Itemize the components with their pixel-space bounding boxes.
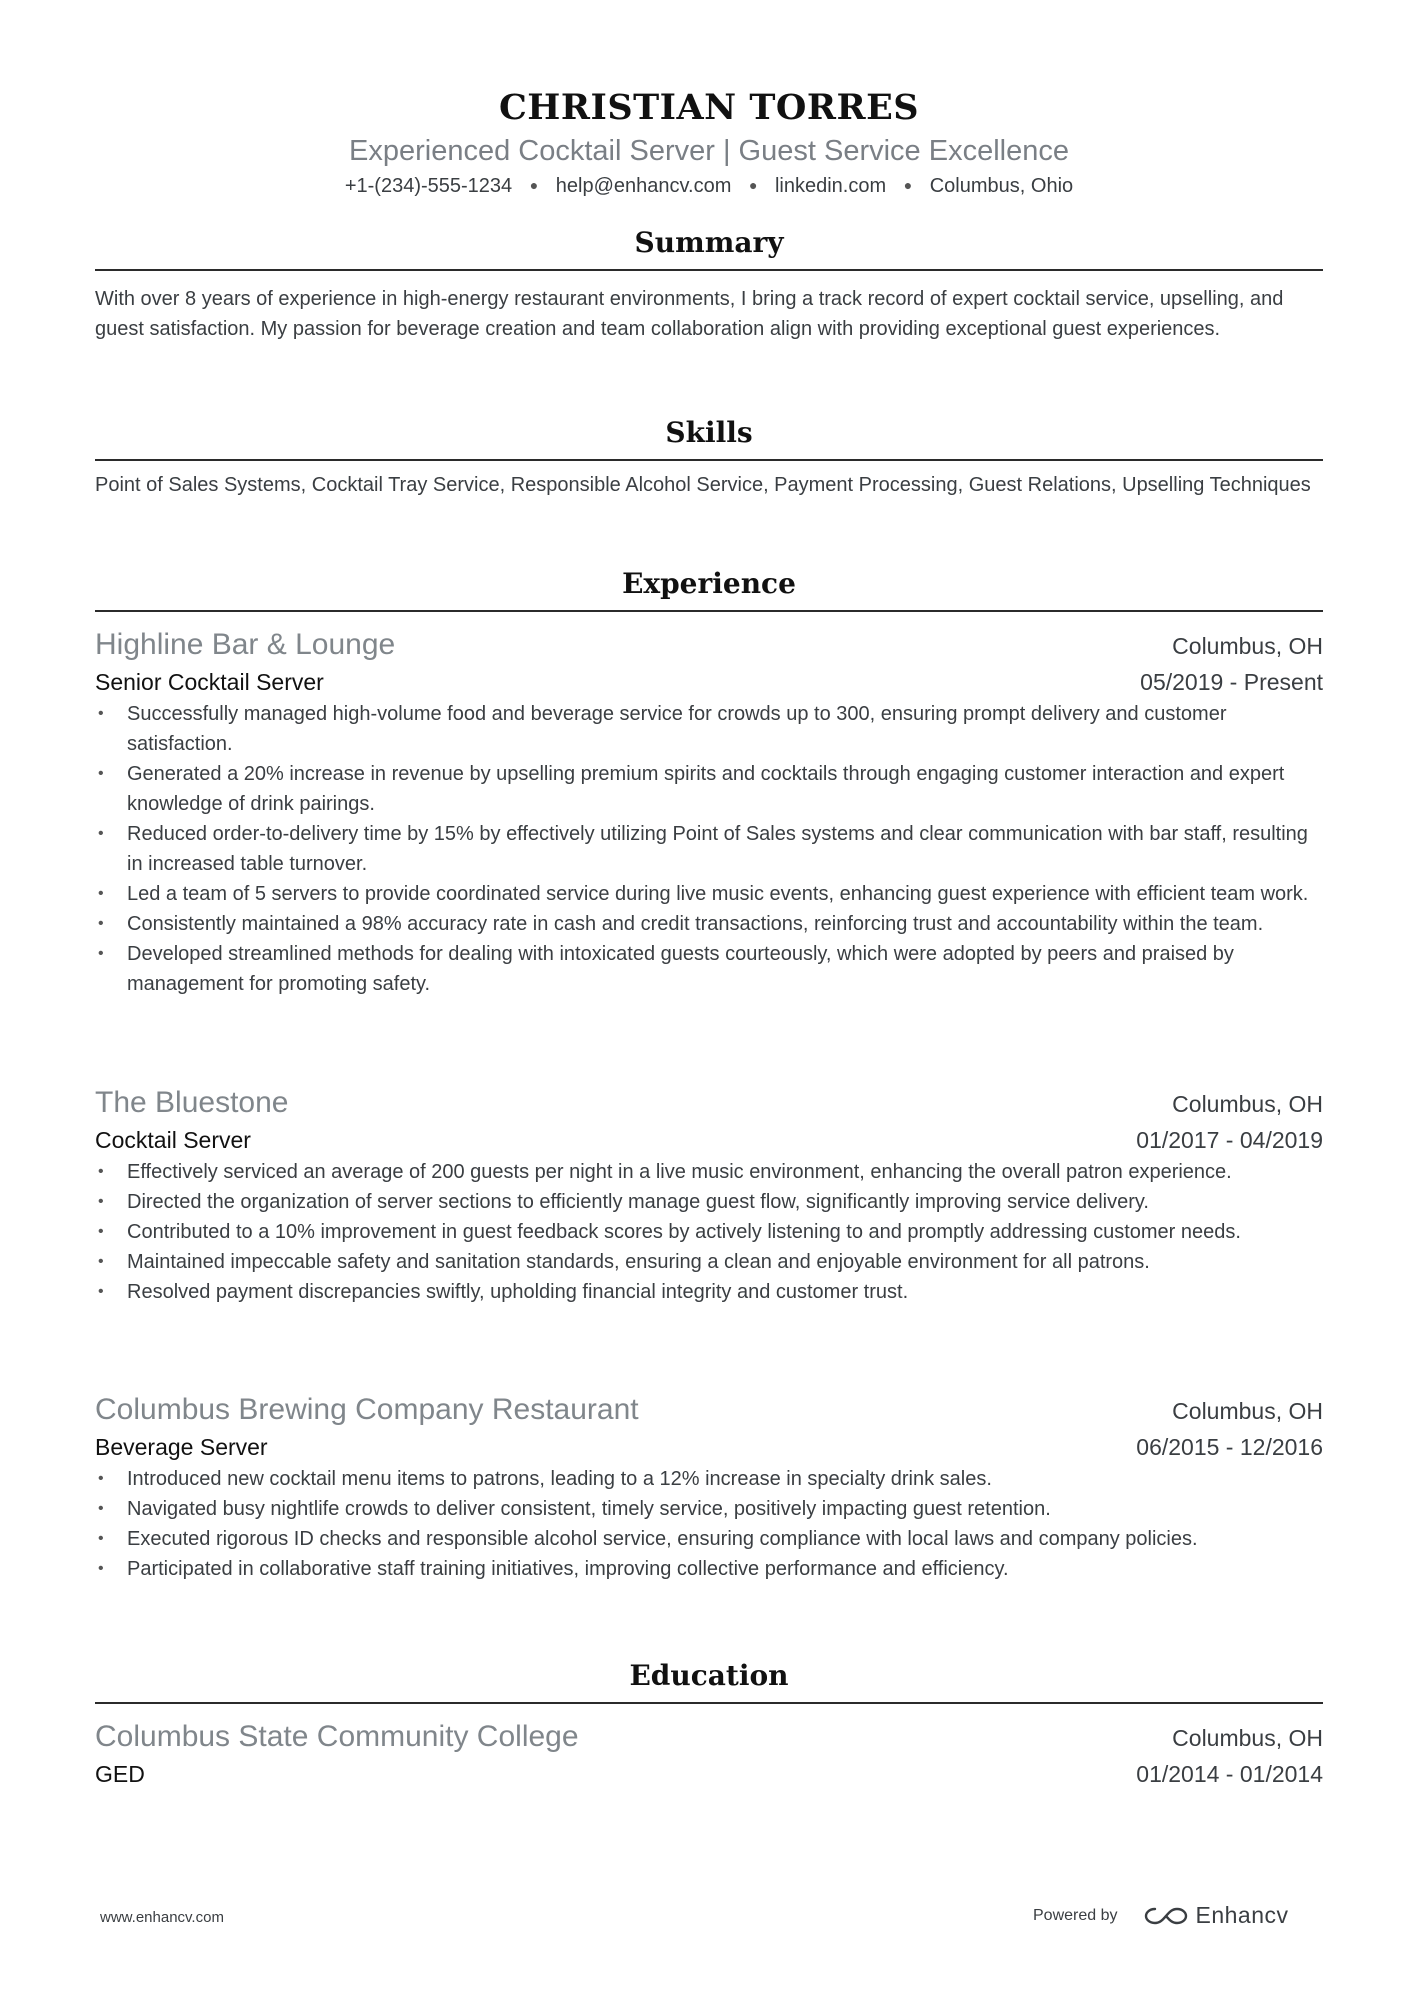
infinity-logo-icon — [1144, 1905, 1188, 1927]
enhancv-logo[interactable] — [1144, 1902, 1289, 1929]
school-location: Columbus, OH — [1172, 1725, 1323, 1751]
education-title: Education — [95, 1658, 1323, 1704]
bullet-item: • Contributed to a 10% improvement in guest feedback scores by actively listening to and promptly addressing customer needs. — [95, 1217, 1323, 1247]
bullet-item: • Resolved payment discrepancies swiftly, upholding financial integrity and customer trust. — [95, 1277, 1323, 1307]
bullet-item: • Executed rigorous ID checks and responsible alcohol service, ensuring compliance with local laws and company policies. — [95, 1524, 1323, 1554]
job-dates: 01/2017 - 04/2019 — [1136, 1127, 1323, 1153]
job-bullets — [95, 1157, 1323, 1307]
summary-section — [95, 225, 1323, 344]
experience-title: Experience — [95, 566, 1323, 612]
skills-section — [95, 415, 1323, 499]
bullet-item: • Participated in collaborative staff training initiatives, improving collective performance and efficiency. — [95, 1554, 1323, 1584]
resume-page — [95, 0, 1323, 1787]
footer-branding — [1033, 1902, 1289, 1929]
job-bullets — [95, 1464, 1323, 1584]
job-dates: 06/2015 - 12/2016 — [1136, 1434, 1323, 1460]
summary-title: Summary — [95, 225, 1323, 271]
experience-entry — [95, 1390, 1323, 1584]
contact-location: Columbus, Ohio — [929, 175, 1074, 197]
candidate-tagline: Experienced Cocktail Server | Guest Service Excellence — [349, 135, 1069, 167]
job-role: Beverage Server — [95, 1434, 268, 1460]
education-dates: 01/2014 - 01/2014 — [1136, 1761, 1323, 1787]
separator-dot: ● — [903, 177, 913, 193]
bullet-item: • Consistently maintained a 98% accuracy rate in cash and credit transactions, reinforcing trust and accountability within the team. — [95, 909, 1323, 939]
resume-header — [95, 0, 1323, 199]
company-name: Highline Bar & Lounge — [95, 628, 396, 661]
company-location: Columbus, OH — [1172, 1091, 1323, 1117]
contact-email[interactable]: help@enhancv.com — [555, 175, 732, 197]
bullet-item: • Reduced order-to-delivery time by 15% by effectively utilizing Point of Sales systems and clear communication with bar staff, resulting in increased table turnover. — [95, 819, 1323, 879]
job-role: Cocktail Server — [95, 1127, 251, 1153]
separator-dot: ● — [748, 177, 758, 193]
job-dates: 05/2019 - Present — [1140, 669, 1323, 695]
contact-phone: +1-(234)-555-1234 — [344, 175, 513, 197]
company-location: Columbus, OH — [1172, 633, 1323, 659]
contact-line — [95, 172, 1323, 199]
skills-title: Skills — [95, 415, 1323, 461]
school-name: Columbus State Community College — [95, 1720, 579, 1753]
bullet-item: • Navigated busy nightlife crowds to deliver consistent, timely service, positively impacting guest retention. — [95, 1494, 1323, 1524]
education-section — [95, 1658, 1323, 1704]
job-bullets — [95, 699, 1323, 999]
company-location: Columbus, OH — [1172, 1398, 1323, 1424]
bullet-item: • Effectively serviced an average of 200 guests per night in a live music environment, enhancing the overall patron experience. — [95, 1157, 1323, 1187]
contact-linkedin[interactable]: linkedin.com — [774, 175, 887, 197]
bullet-item: • Maintained impeccable safety and sanitation standards, ensuring a clean and enjoyable environment for all patrons. — [95, 1247, 1323, 1277]
bullet-item: • Generated a 20% increase in revenue by upselling premium spirits and cocktails through engaging customer interaction and expert knowledge of drink pairings. — [95, 759, 1323, 819]
experience-entry — [95, 1083, 1323, 1307]
bullet-item: • Successfully managed high-volume food and beverage service for crowds up to 300, ensuring prompt delivery and customer satisfaction. — [95, 699, 1323, 759]
bullet-item: • Directed the organization of server sections to efficiently manage guest flow, significantly improving service delivery. — [95, 1187, 1323, 1217]
job-role: Senior Cocktail Server — [95, 669, 324, 695]
powered-by-label: Powered by — [1033, 1906, 1118, 1924]
summary-text: With over 8 years of experience in high-energy restaurant environments, I bring a track record of expert cocktail service, upselling, and guest satisfaction. My passion for beverage creation and team collaboration align with providing exceptional guest experiences. — [95, 288, 1284, 340]
footer-website[interactable]: www.enhancv.com — [100, 1909, 224, 1926]
degree: GED — [95, 1761, 145, 1787]
skills-text: Point of Sales Systems, Cocktail Tray Service, Responsible Alcohol Service, Payment Processing, Guest Relations, Upselling Techniques — [95, 474, 1311, 496]
candidate-name: CHRISTIAN TORRES — [498, 87, 920, 128]
education-entry — [95, 1717, 1323, 1791]
company-name: The Bluestone — [95, 1086, 289, 1119]
bullet-item: • Introduced new cocktail menu items to patrons, leading to a 12% increase in specialty drink sales. — [95, 1464, 1323, 1494]
bullet-item: • Led a team of 5 servers to provide coordinated service during live music events, enhancing guest experience with efficient team work. — [95, 879, 1323, 909]
company-name: Columbus Brewing Company Restaurant — [95, 1393, 639, 1426]
bullet-item: • Developed streamlined methods for dealing with intoxicated guests courteously, which were adopted by peers and praised by management for promoting safety. — [95, 939, 1323, 999]
separator-dot: ● — [529, 177, 539, 193]
brand-name: Enhancv — [1195, 1902, 1289, 1928]
experience-entry — [95, 625, 1323, 999]
experience-section — [95, 566, 1323, 612]
